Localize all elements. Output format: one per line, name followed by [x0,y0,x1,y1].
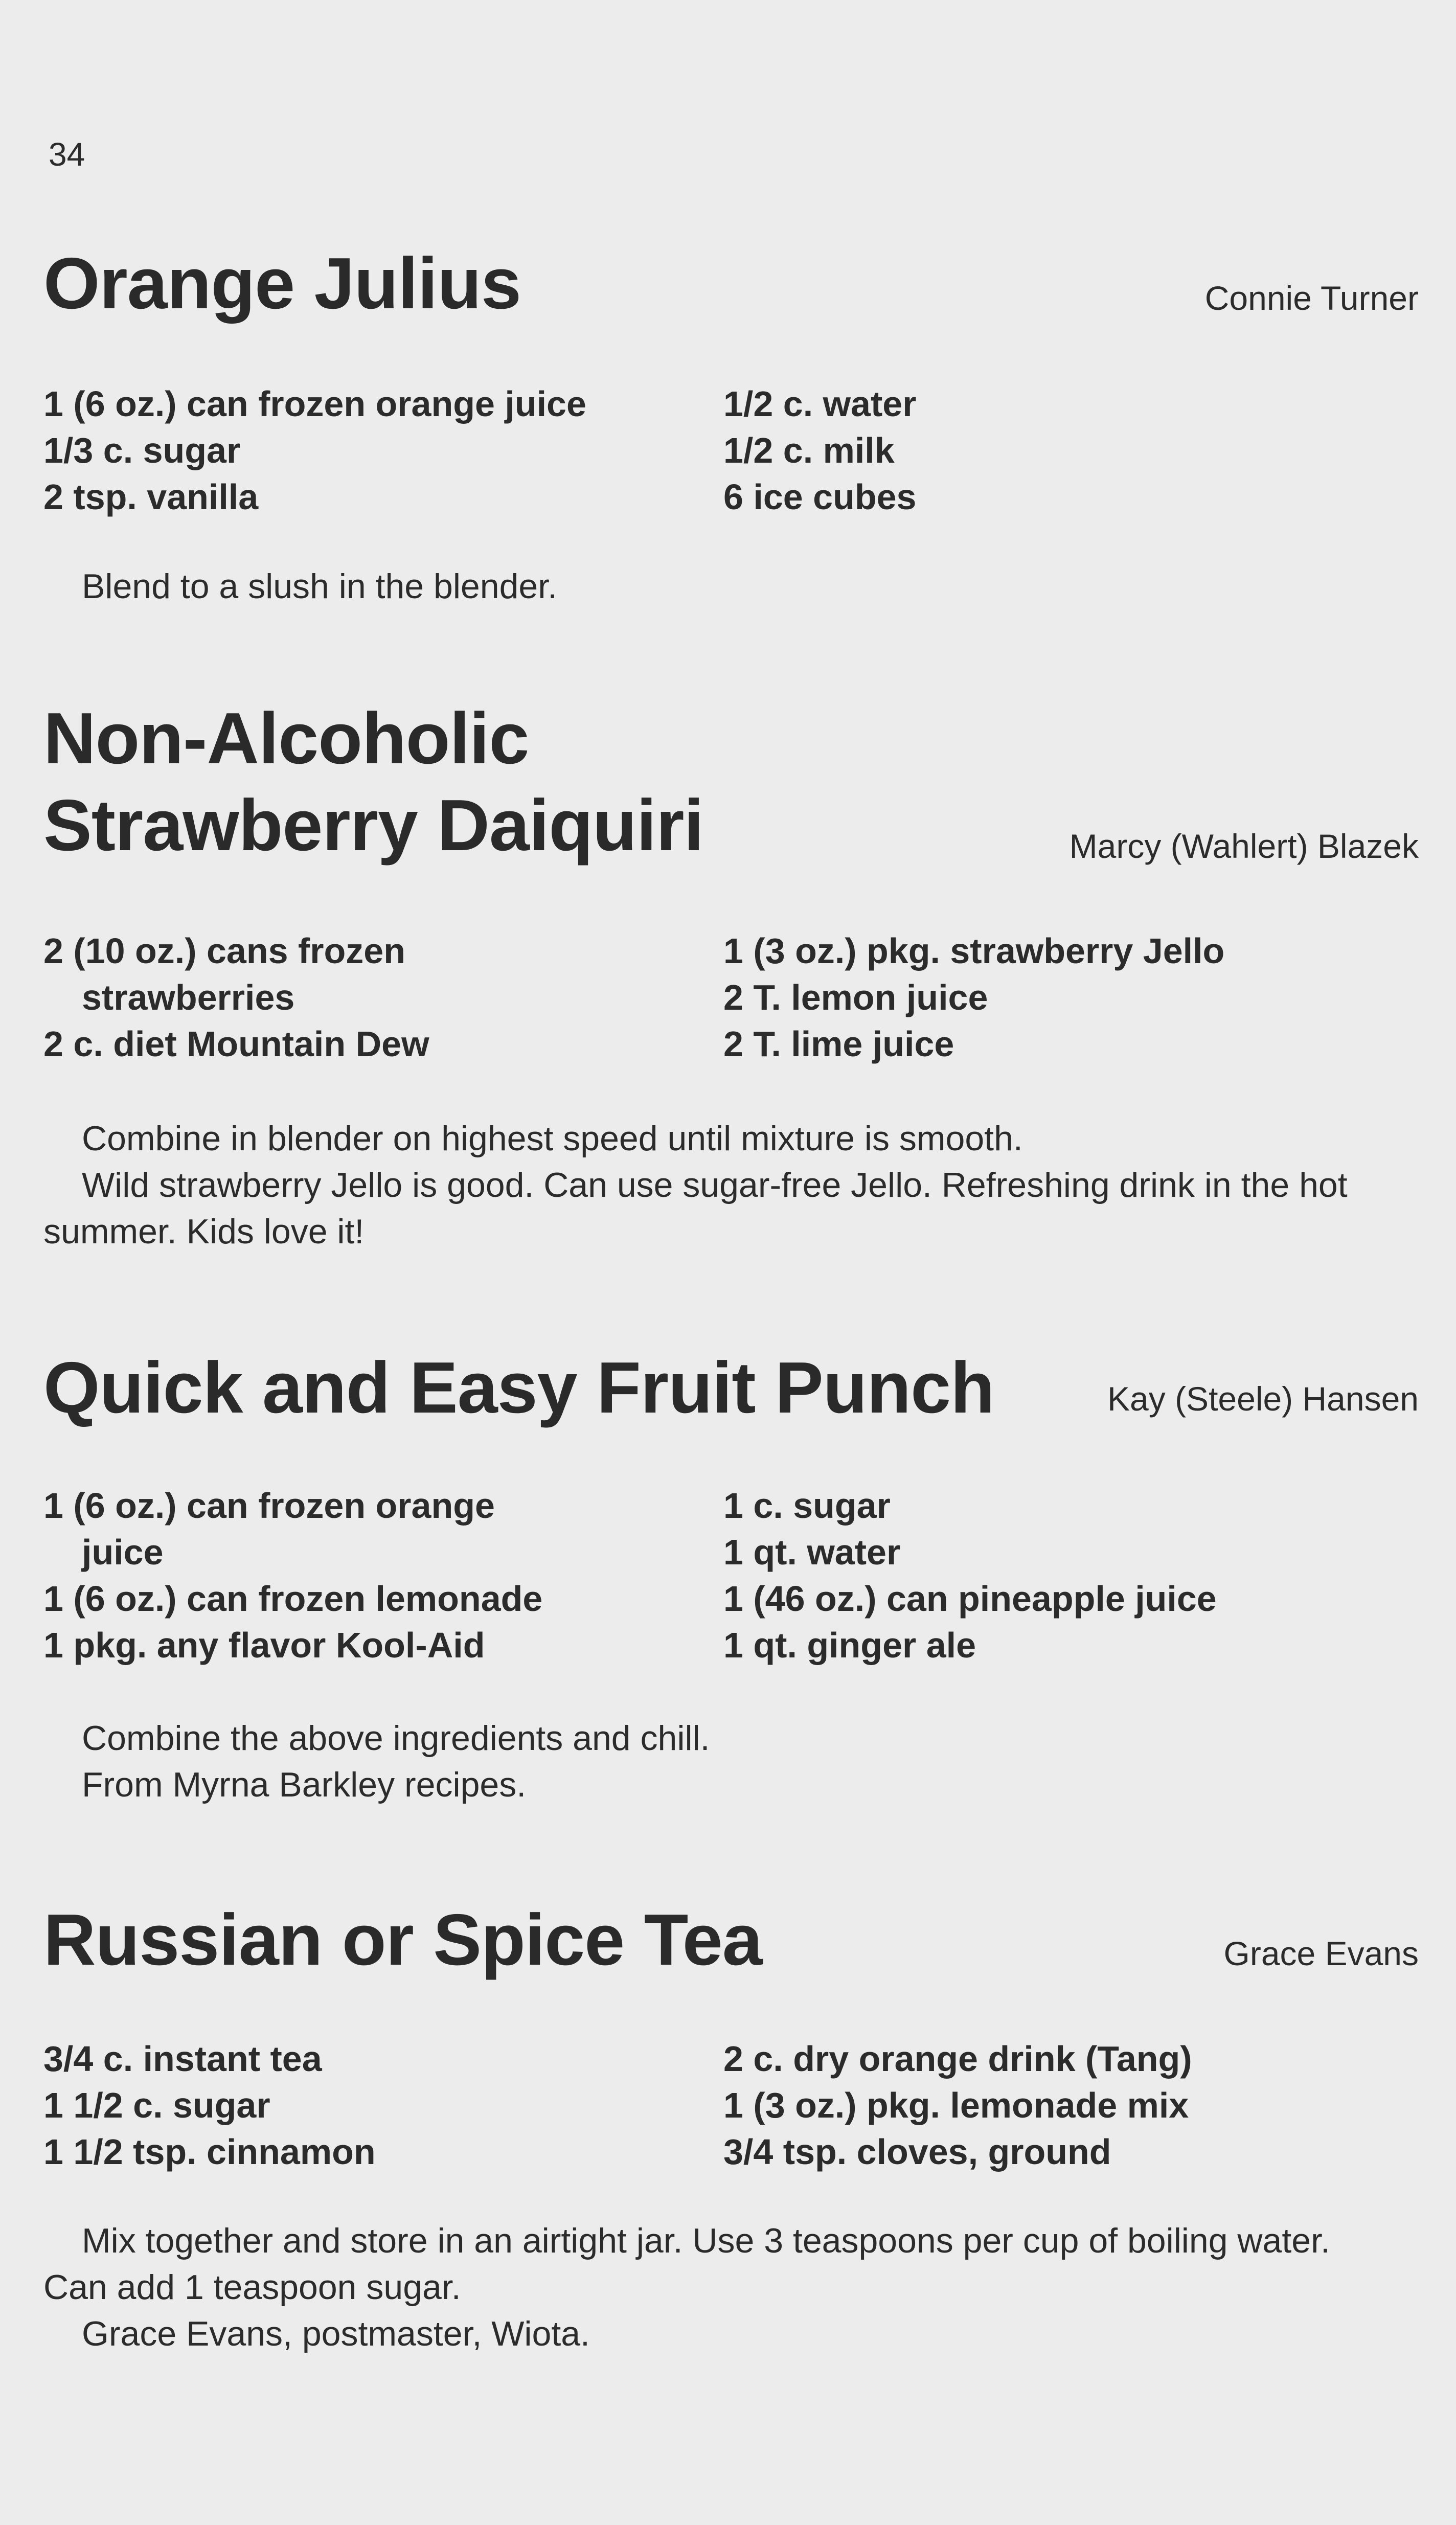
directions-paragraph-wrap: summer. Kids love it! [43,1212,365,1251]
ingredient-item: 2 c. dry orange drink (Tang) [723,2039,1192,2079]
ingredient-item: 1 (3 oz.) pkg. lemonade mix [723,2085,1189,2125]
page-number: 34 [49,136,85,173]
ingredient-column-right [723,928,1419,1067]
ingredient-item: 1 c. sugar [723,1486,891,1526]
ingredient-column-left [43,2036,718,2175]
ingredient-item: 3/4 c. instant tea [43,2039,322,2079]
ingredient-item: 2 T. lime juice [723,1024,954,1064]
ingredient-item: 1/2 c. water [723,384,917,424]
recipe-title-line: Quick and Easy Fruit Punch [43,1347,994,1428]
directions-paragraph: Combine the above ingredients and chill. [82,1719,710,1758]
ingredient-column-right [723,1483,1419,1669]
recipe-title-line: Orange Julius [43,243,521,324]
recipe-strawberry-daiquiri [43,695,1419,1268]
recipe-title [43,1897,1419,1984]
recipe-directions [43,563,1419,610]
ingredient-item: 2 tsp. vanilla [43,477,259,517]
ingredient-item: 1 (3 oz.) pkg. strawberry Jello [723,931,1225,971]
recipe-directions [43,1116,1419,1255]
directions-paragraph: Mix together and store in an airtight jar. Use 3 teaspoons per cup of boiling water. [82,2221,1330,2260]
recipe-contributor: Marcy (Wahlert) Blazek [1069,827,1419,865]
ingredient-item: 6 ice cubes [723,477,917,517]
ingredient-item: 1 qt. ginger ale [723,1625,976,1665]
ingredient-item: 1 qt. water [723,1532,901,1572]
ingredient-column-left [43,381,718,520]
recipe-contributor: Grace Evans [1223,1935,1419,1972]
directions-paragraph: Blend to a slush in the blender. [82,567,557,606]
ingredient-item: 3/4 tsp. cloves, ground [723,2132,1111,2172]
ingredient-column-right [723,2036,1419,2175]
recipe-directions [43,1715,1419,1808]
ingredient-item: 1 pkg. any flavor Kool-Aid [43,1625,485,1665]
recipe-title-line: Russian or Spice Tea [43,1899,762,1981]
ingredient-item-continuation: strawberries [82,977,295,1017]
ingredient-item: 1 1/2 tsp. cinnamon [43,2132,376,2172]
recipe-directions [43,2218,1419,2357]
ingredient-item: 1 (6 oz.) can frozen lemonade [43,1579,543,1619]
ingredient-item-continuation: juice [82,1532,164,1572]
ingredient-item: 2 T. lemon juice [723,977,988,1017]
directions-paragraph: From Myrna Barkley recipes. [82,1765,527,1804]
ingredient-column-left [43,928,718,1067]
ingredient-item: 1 (6 oz.) can frozen orange [43,1486,495,1526]
recipe-fruit-punch [43,1345,1419,1835]
directions-paragraph: Wild strawberry Jello is good. Can use sugar-free Jello. Refreshing drink in the hot [82,1166,1348,1204]
directions-paragraph-wrap: Can add 1 teaspoon sugar. [43,2268,461,2307]
ingredient-item: 1 (46 oz.) can pineapple juice [723,1579,1217,1619]
ingredient-item: 2 c. diet Mountain Dew [43,1024,429,1064]
ingredient-column-right [723,381,1419,520]
ingredient-item: 1 1/2 c. sugar [43,2085,270,2125]
directions-paragraph: Grace Evans, postmaster, Wiota. [82,2314,590,2353]
ingredient-item: 2 (10 oz.) cans frozen [43,931,405,971]
recipe-contributor: Kay (Steele) Hansen [1107,1380,1419,1418]
ingredient-item: 1/2 c. milk [723,430,895,470]
ingredient-column-left [43,1483,718,1669]
ingredient-item: 1/3 c. sugar [43,430,241,470]
recipe-title-line: Non-Alcoholic [43,698,529,779]
recipe-orange-julius [43,240,1419,619]
directions-paragraph: Combine in blender on highest speed until mixture is smooth. [82,1119,1023,1158]
recipe-title-line: Strawberry Daiquiri [43,785,703,866]
recipe-spice-tea [43,1897,1419,2377]
ingredient-item: 1 (6 oz.) can frozen orange juice [43,384,586,424]
recipe-contributor: Connie Turner [1204,279,1419,317]
